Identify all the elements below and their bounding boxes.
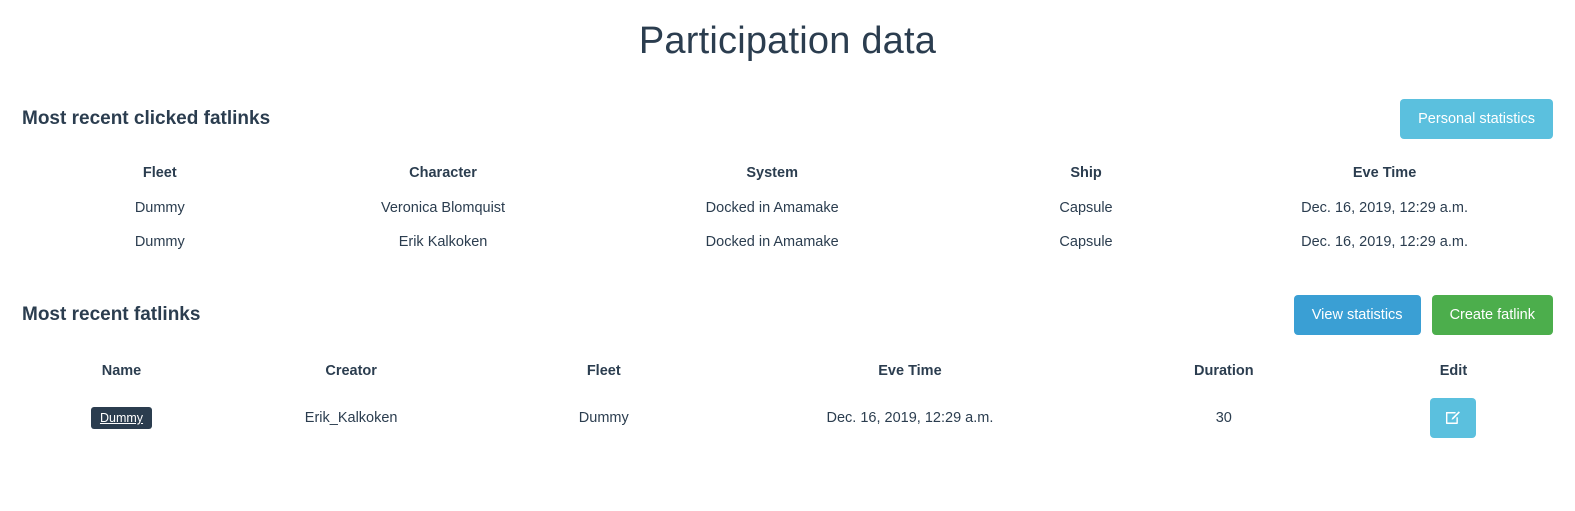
clicked-fatlinks-actions — [1400, 99, 1553, 140]
column-header-creator: Creator — [325, 363, 377, 379]
cell-fleet: Dummy — [134, 200, 185, 216]
cell-eve-time: Dec. 16, 2019, 12:29 a.m. — [1301, 200, 1468, 216]
column-header-eve-time: Eve Time — [1352, 165, 1417, 181]
cell-edit — [1354, 389, 1553, 447]
fatlinks-heading: Most recent fatlinks — [22, 304, 201, 325]
clicked-fatlinks-table-body — [22, 191, 1553, 259]
cell-ship: Capsule — [1059, 200, 1113, 216]
column-header-eve-time: Eve Time — [878, 363, 942, 379]
fatlinks-table-body — [22, 389, 1553, 447]
edit-fatlink-button[interactable] — [1430, 398, 1476, 438]
edit-pencil-square-icon — [1444, 409, 1462, 427]
column-header-system: System — [746, 165, 798, 181]
fatlink-name-tag[interactable]: Dummy — [91, 407, 152, 429]
clicked-fatlinks-table — [22, 151, 1553, 259]
column-header-character: Character — [409, 165, 477, 181]
clicked-fatlinks-section-header — [22, 97, 1553, 141]
column-header-ship: Ship — [1070, 165, 1102, 181]
cell-creator: Erik_Kalkoken — [304, 410, 398, 426]
fatlinks-table-head — [22, 349, 1553, 389]
column-header-fleet: Fleet — [142, 165, 177, 181]
clicked-fatlinks-heading: Most recent clicked fatlinks — [22, 108, 271, 129]
cell-eve-time: Dec. 16, 2019, 12:29 a.m. — [1301, 234, 1468, 250]
clicked-fatlinks-table-head — [22, 151, 1553, 191]
create-fatlink-button[interactable]: Create fatlink — [1432, 295, 1553, 336]
fatlinks-actions — [1294, 295, 1553, 336]
table-header-row — [22, 151, 1553, 191]
cell-name — [22, 389, 221, 447]
cell-fleet: Dummy — [134, 234, 185, 250]
column-header-name: Name — [101, 363, 142, 379]
personal-statistics-button[interactable]: Personal statistics — [1400, 99, 1553, 140]
cell-system: Docked in Amamake — [705, 200, 839, 216]
cell-duration: 30 — [1215, 410, 1232, 426]
cell-character: Erik Kalkoken — [398, 234, 488, 250]
table-row — [22, 389, 1553, 447]
table-header-row — [22, 349, 1553, 389]
fatlinks-section-header — [22, 293, 1553, 337]
page-title: Participation data — [638, 20, 937, 62]
table-row — [22, 191, 1553, 225]
view-statistics-button[interactable]: View statistics — [1294, 295, 1421, 336]
table-row — [22, 225, 1553, 259]
cell-ship: Capsule — [1059, 234, 1113, 250]
cell-character: Veronica Blomquist — [380, 200, 506, 216]
column-header-fleet: Fleet — [586, 363, 621, 379]
column-header-edit: Edit — [1439, 363, 1468, 379]
cell-system: Docked in Amamake — [705, 234, 839, 250]
cell-fleet: Dummy — [578, 410, 629, 426]
column-header-duration: Duration — [1194, 363, 1254, 379]
cell-eve-time: Dec. 16, 2019, 12:29 a.m. — [826, 410, 994, 426]
fatlinks-table — [22, 349, 1553, 447]
